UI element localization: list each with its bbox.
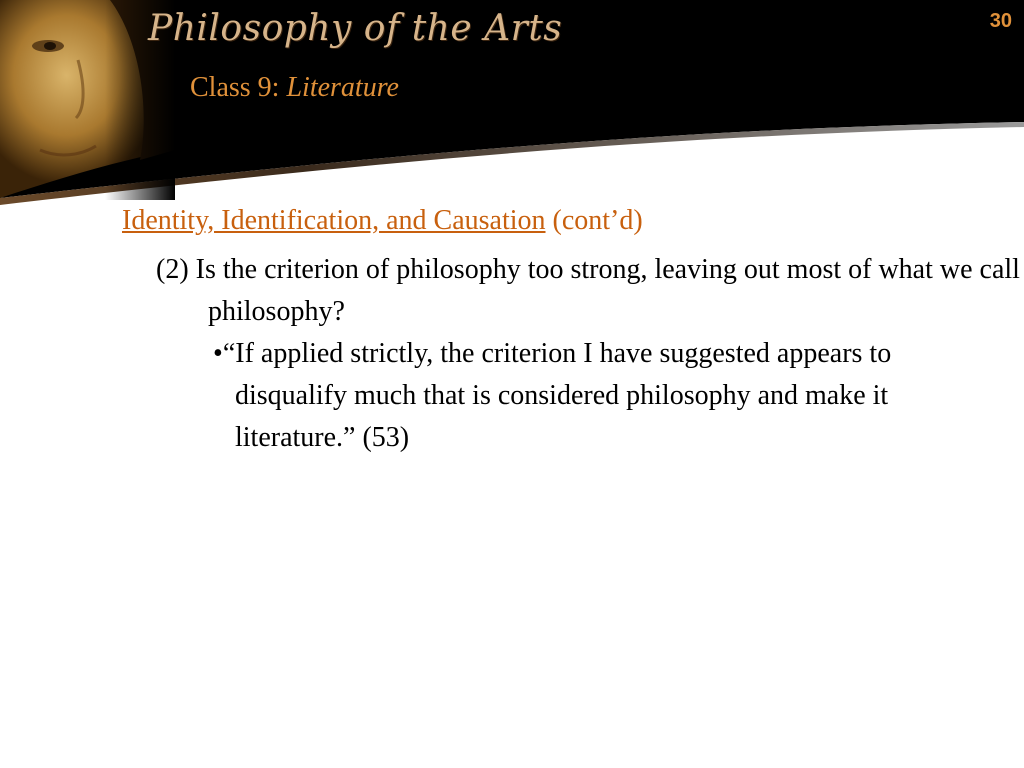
heading-link[interactable]: Identity, Identification, and Causation — [122, 205, 546, 236]
class-topic: Literature — [286, 72, 399, 103]
page-number: 30 — [989, 10, 1012, 32]
slide-heading — [122, 205, 643, 237]
header-banner — [0, 0, 1024, 210]
heading-suffix: (cont’d) — [552, 205, 643, 236]
bullet-marker: • — [213, 338, 223, 369]
discussion-point: (2) Is the criterion of philosophy too strong, leaving out most of what we call philosophy? — [156, 254, 1020, 327]
class-label: Class 9: — [190, 72, 280, 103]
course-title: Philosophy of the Arts — [148, 8, 563, 49]
class-subtitle — [190, 72, 399, 104]
quote-text: “If applied strictly, the criterion I have suggested appears to disqualify much that is considered philosophy and make it literature.” (53) — [222, 338, 892, 453]
quote-bullet — [213, 333, 955, 459]
